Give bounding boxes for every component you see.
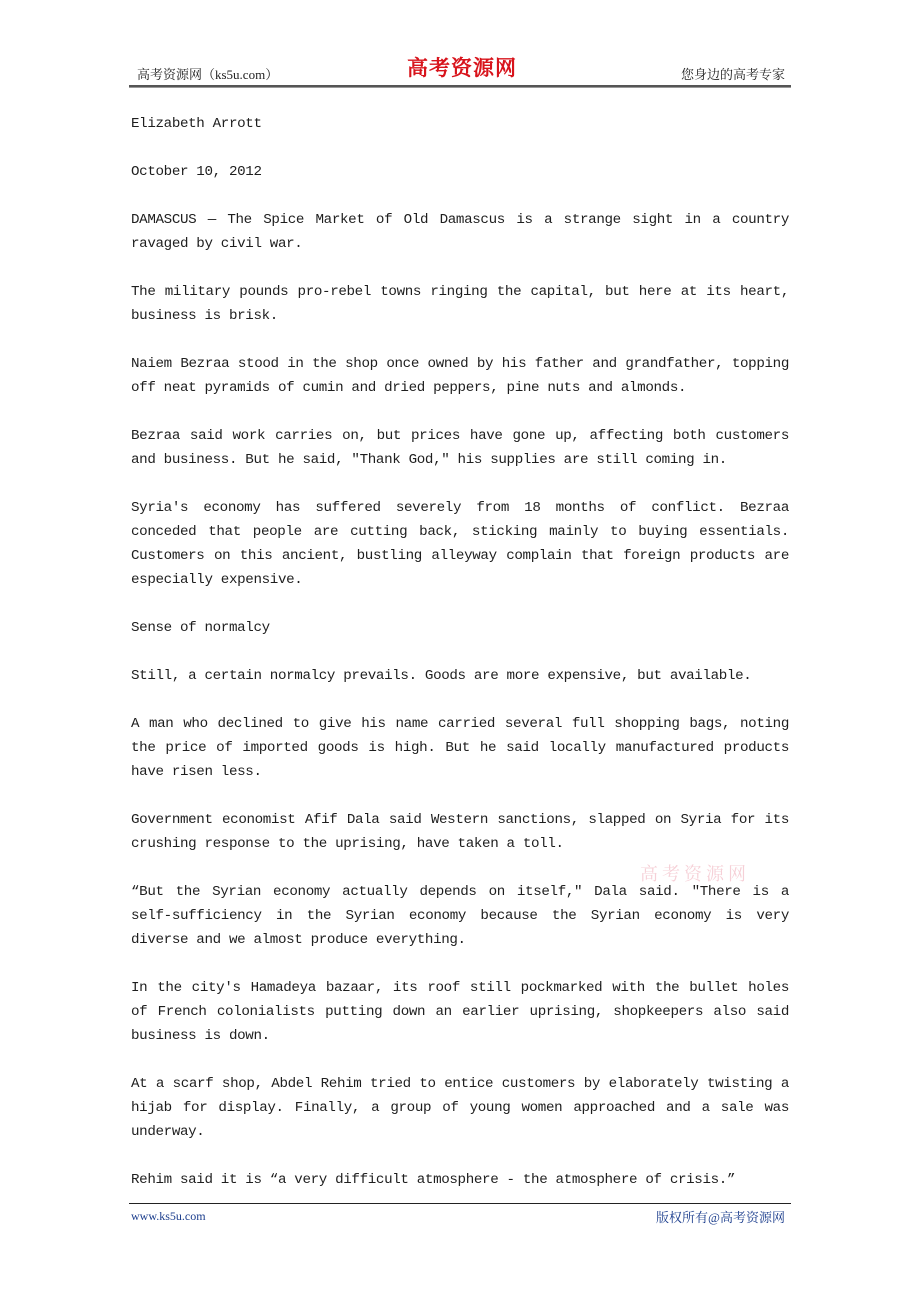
article-paragraph: In the city's Hamadeya bazaar, its roof still pockmarked with the bullet holes of French colonialists putting down an earlier uprising, shopkeepers also said business is down. — [131, 980, 789, 1044]
article-body — [131, 112, 789, 1216]
article-paragraph: Syria's economy has suffered severely from 18 months of conflict. Bezraa conceded that people are cutting back, sticking mainly to buying essentials. Customers on this ancient, bustling alleyway complain that foreign products are especially expensive. — [131, 500, 789, 588]
article-paragraph: A man who declined to give his name carried several full shopping bags, noting the price of imported goods is high. But he said locally manufactured products have risen less. — [131, 716, 789, 780]
article-paragraph: Rehim said it is “a very difficult atmosphere - the atmosphere of crisis.” — [131, 1172, 736, 1188]
header-site-name: 高考资源网（ks5u.com） — [137, 67, 279, 82]
footer-copyright: 版权所有@高考资源网 — [656, 1210, 785, 1225]
article-paragraph: The military pounds pro-rebel towns ringing the capital, but here at its heart, business is brisk. — [131, 284, 789, 324]
article-subheading: Sense of normalcy — [131, 620, 270, 636]
header-divider — [129, 85, 791, 88]
footer-site-link[interactable]: www.ks5u.com — [131, 1209, 206, 1223]
article-paragraph: Naiem Bezraa stood in the shop once owned by his father and grandfather, topping off neat pyramids of cumin and dried peppers, pine nuts and almonds. — [131, 356, 789, 396]
page-footer — [129, 1203, 791, 1229]
article-paragraph: Government economist Afif Dala said Western sanctions, slapped on Syria for its crushing response to the uprising, have taken a toll. — [131, 812, 789, 852]
article-author: Elizabeth Arrott — [131, 116, 262, 132]
article-paragraph: “But the Syrian economy actually depends on itself," Dala said. "There is a self-sufficiency in the Syrian economy because the Syrian economy is very diverse and we almost produce everything. — [131, 884, 789, 948]
page-header — [129, 52, 791, 88]
footer-divider — [129, 1203, 791, 1204]
article-paragraph: Still, a certain normalcy prevails. Goods are more expensive, but available. — [131, 668, 752, 684]
article-paragraph: At a scarf shop, Abdel Rehim tried to entice customers by elaborately twisting a hijab for display. Finally, a group of young women approached and a sale was underway. — [131, 1076, 789, 1140]
watermark: 高考资源网 — [640, 864, 750, 885]
article-date: October 10, 2012 — [131, 164, 262, 180]
header-slogan: 您身边的高考专家 — [680, 67, 785, 82]
article-paragraph: DAMASCUS — The Spice Market of Old Damascus is a strange sight in a country ravaged by civil war. — [131, 212, 789, 252]
header-logo: 高考资源网 — [407, 55, 517, 80]
article-paragraph: Bezraa said work carries on, but prices have gone up, affecting both customers and business. But he said, "Thank God," his supplies are still coming in. — [131, 428, 789, 468]
